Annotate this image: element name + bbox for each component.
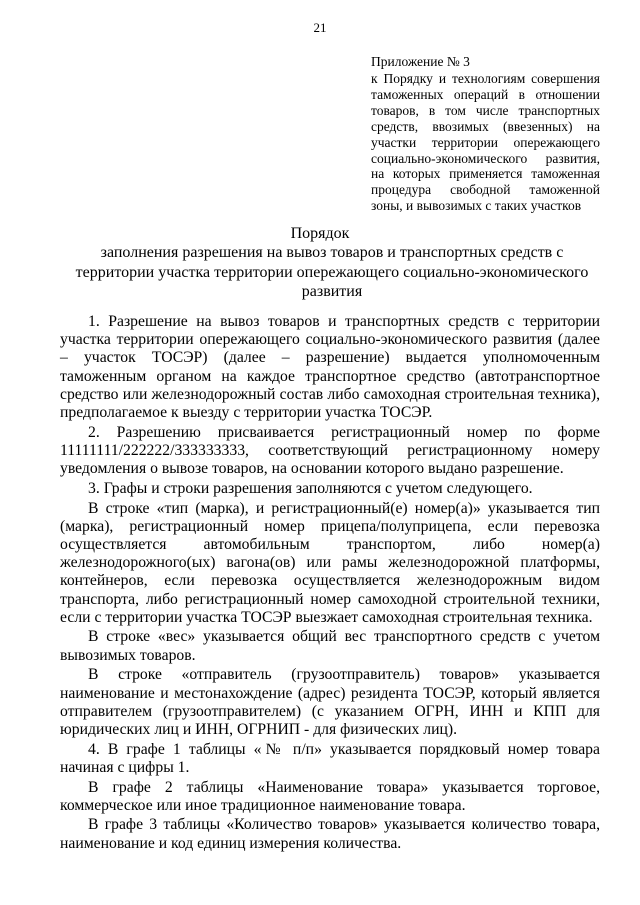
paragraph-1: 1. Разрешение на вывоз товаров и транспортных средств с территории участка территории опережающего социально-экономического развития (далее – участок ТОСЭР) (далее – разрешение) выдается уполномоченным таможенным органом на каждое транспортное средство (автотранспортное средство или железнодорожный состав либо самоходная строительная техника), предполагаемое к выезду с территории участка ТОСЭР. (60, 313, 600, 422)
document-subtitle: заполнения разрешения на вывоз товаров и транспортных средств с территории участка территории опережающего социально-экономического развития (75, 244, 589, 300)
document-title: Порядок (290, 225, 350, 242)
page-number: 21 (313, 20, 327, 35)
appendix-text: к Порядку и технологиям совершения таможенных операций в отношении товаров, в том числе транспортных средств, ввозимых (ввезенных) на участки территории опережающего социально-экономического развития, на которых применяется таможенная процедура свободной таможенной зоны, и вывозимых с таких участков (371, 71, 600, 214)
paragraph-4: В строке «тип (марка), и регистрационный(е) номер(а)» указывается тип (марка), регистрационный номер прицепа/полуприцепа, если перевозка осуществляется автомобильным транспортом, либо номер(а) железнодорожного(ых) вагона(ов) или рамы железнодорожной платформы, контейнеров, если перевозка осуществляется железнодорожным видом транспорта, либо регистрационный номер самоходной строительной техники, если с территории участка ТОСЭР выезжает самоходная строительная техника. (60, 499, 600, 626)
appendix-heading: Приложение № 3 (371, 54, 470, 69)
paragraph-5: В строке «вес» указывается общий вес транспортного средств с учетом вывозимых товаров. (60, 628, 600, 664)
paragraph-8: В графе 2 таблицы «Наименование товара» указывается торговое, коммерческое или иное традиционное наименование товара. (60, 778, 600, 814)
paragraph-7: 4. В графе 1 таблицы «№ п/п» указывается порядковый номер товара начиная с цифры 1. (60, 740, 600, 776)
paragraph-9: В графе 3 таблицы «Количество товаров» указывается количество товара, наименование и код единиц измерения количества. (60, 816, 600, 852)
paragraph-2: 2. Разрешению присваивается регистрационный номер по форме 11111111/222222/333333333, соответствующий регистрационному номеру уведомления о вывозе товаров, на основании которого выдано разрешение. (60, 423, 600, 478)
paragraph-3: 3. Графы и строки разрешения заполняются с учетом следующего. (88, 479, 533, 497)
paragraph-6: В строке «отправитель (грузоотправитель) товаров» указывается наименование и местонахождение (адрес) резидента ТОСЭР, который является отправителем (грузоотправителем) (с указанием ОГРН, ИНН и КПП для юридических лиц и ИНН, ОГРНИП - для физических лиц). (60, 666, 600, 738)
document-body (60, 313, 600, 854)
